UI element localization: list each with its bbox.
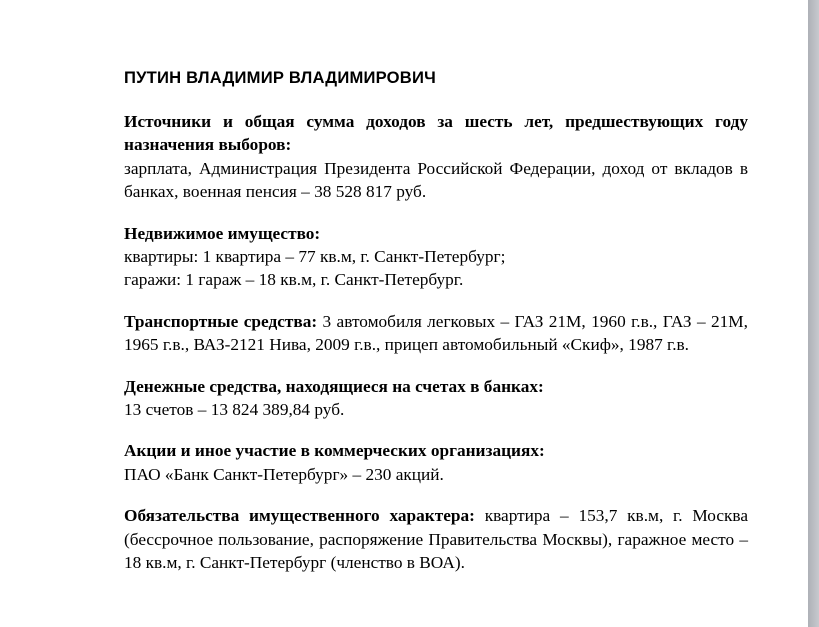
shares-section (124, 439, 748, 485)
window-background-edge (808, 0, 819, 627)
vehicles-text: 3 автомобиля легковых – ГАЗ 21М, 1960 г.в., ГАЗ – 21М, 1965 г.в., ВАЗ-2121 Нива, 2009 г.в., прицеп автомобильный «Скиф», 1987 г.в. (124, 311, 748, 354)
realty-heading: Недвижимое имущество: (124, 223, 321, 243)
vehicles-section (124, 310, 748, 356)
obligations-section (124, 504, 748, 574)
realty-apartments-line: квартиры: 1 квартира – 77 кв.м, г. Санкт-Петербург; (124, 246, 506, 266)
income-heading: Источники и общая сумма доходов за шесть лет, предшествующих году назначения выборов: (124, 112, 748, 155)
shares-heading: Акции и иное участие в коммерческих организациях: (124, 441, 545, 461)
page-title: ПУТИН ВЛАДИМИР ВЛАДИМИРОВИЧ (124, 68, 436, 87)
document-content (124, 66, 748, 592)
vehicles-heading: Транспортные средства: (124, 311, 323, 331)
realty-garages-line: гаражи: 1 гараж – 18 кв.м, г. Санкт-Петербург. (124, 269, 464, 289)
obligations-heading: Обязательства имущественного характера: (124, 506, 485, 526)
bank-funds-section (124, 375, 748, 421)
obligations-text: квартира – 153,7 кв.м, г. Москва (бессрочное пользование, распоряжение Правительства Москвы), гаражное место – 18 кв.м, г. Санкт-Петербург (членство в ВОА). (124, 506, 748, 572)
bank-funds-heading: Денежные средства, находящиеся на счетах в банках: (124, 376, 544, 396)
realty-section (124, 222, 748, 292)
bank-funds-text: 13 счетов – 13 824 389,84 руб. (124, 399, 345, 419)
income-section (124, 110, 748, 203)
shares-text: ПАО «Банк Санкт-Петербург» – 230 акций. (124, 464, 444, 484)
income-text: зарплата, Администрация Президента Российской Федерации, доход от вкладов в банках, военная пенсия – 38 528 817 руб. (124, 158, 748, 201)
